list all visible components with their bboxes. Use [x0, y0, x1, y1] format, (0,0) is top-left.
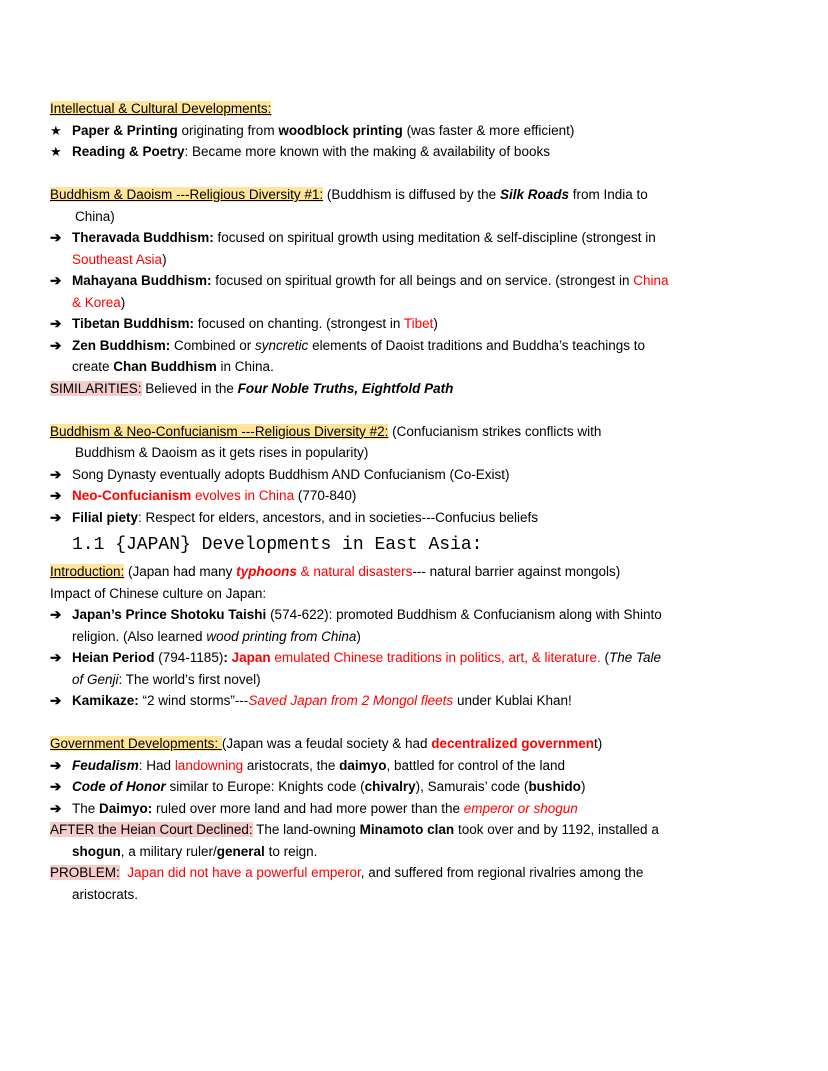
text-line [72, 464, 778, 486]
text-segment: took over and by 1192, installed a [454, 822, 659, 837]
arrow-bullet-icon: ➔ [50, 779, 62, 794]
text-segment: ) [356, 628, 361, 644]
text-segment: Japan [231, 650, 271, 665]
text-segment: Tibetan Buddhism: [72, 316, 195, 331]
text-line [72, 292, 778, 314]
text-segment: PROBLEM: [50, 865, 120, 880]
text-segment: emperor or shogun [463, 800, 578, 816]
blank-line [50, 399, 778, 421]
text-line [50, 378, 778, 400]
arrow-bullet-icon: ➔ [50, 509, 62, 525]
text-segment: (770-840) [294, 488, 357, 503]
text-line [50, 884, 778, 906]
arrow-bullet-icon: ➔ [50, 337, 62, 353]
text-segment: Theravada Buddhism: [72, 230, 214, 245]
text-line [72, 141, 778, 163]
text-segment: , and suffered from regional rivalries among the [360, 865, 644, 880]
text-segment: Combined or [170, 337, 256, 353]
text-segment: Buddhism & Neo-Confucianism ---Religious Diversity #2: [50, 423, 389, 439]
text-segment: ( [600, 650, 610, 665]
text-segment: Minamoto clan [359, 822, 455, 837]
text-segment: emulated Chinese traditions in politics, art, & literature. [270, 650, 601, 665]
arrow-bullet-icon: ➔ [50, 800, 62, 816]
text-segment: & Korea [72, 294, 121, 310]
text-segment: : Had [138, 757, 175, 773]
blank-line [50, 163, 778, 185]
bullet-item [50, 313, 778, 335]
text-segment: religion. (Also learned [72, 628, 207, 644]
text-segment: Buddhism & Daoism as it gets rises in popularity) [75, 445, 369, 460]
text-line [72, 270, 778, 292]
bullet-item [50, 755, 778, 777]
text-line [72, 604, 778, 626]
text-segment: landowning [174, 757, 244, 773]
text-line [72, 313, 778, 335]
text-line [72, 120, 778, 142]
text-segment: Code of Honor [72, 779, 166, 794]
arrow-bullet-icon: ➔ [50, 230, 62, 245]
text-line [50, 206, 778, 228]
text-segment: from India to [568, 187, 648, 202]
text-segment: bushido [528, 779, 581, 794]
text-segment: elements of Daoist traditions and Buddha’s teachings to [308, 337, 646, 353]
text-segment: create [72, 359, 114, 374]
text-line [72, 626, 778, 648]
text-segment: chivalry [364, 779, 416, 794]
arrow-bullet-icon: ➔ [50, 650, 62, 665]
text-segment: Chan Buddhism [113, 359, 217, 374]
text-segment: Kamikaze: [72, 693, 139, 708]
text-segment: ) [580, 779, 586, 794]
text-segment: decentralized governmen [431, 736, 595, 751]
text-segment: ruled over more land and had more power than the [152, 800, 464, 816]
text-segment: similar to Europe: Knights code ( [165, 779, 365, 794]
arrow-bullet-icon: ➔ [50, 693, 62, 708]
text-segment: syncretic [255, 337, 309, 353]
text-segment: Southeast Asia [72, 251, 163, 267]
text-line [72, 647, 778, 669]
text-segment: : Became more known with the making & availability of books [184, 144, 550, 159]
text-line [50, 561, 778, 583]
bullet-item [50, 604, 778, 647]
bullet-item [50, 464, 778, 486]
text-segment: evolves in China [191, 488, 295, 503]
text-segment: The [72, 800, 100, 816]
text-segment: shogun [72, 843, 121, 859]
text-segment: Japan’s Prince Shotoku Taishi [72, 607, 267, 622]
paragraph [50, 583, 778, 605]
text-line [72, 798, 778, 820]
highlighted-heading [50, 733, 778, 755]
text-line [50, 819, 778, 841]
text-segment: (Japan was a feudal society & had [221, 736, 432, 751]
text-segment: (was faster & more efficient) [402, 122, 575, 138]
highlighted-heading [50, 184, 778, 227]
text-segment: daimyo [339, 757, 387, 773]
text-segment: Zen Buddhism: [72, 337, 171, 353]
highlighted-heading [50, 98, 778, 120]
arrow-bullet-icon: ➔ [50, 757, 62, 773]
paragraph [50, 378, 778, 400]
text-segment: Feudalism [72, 757, 139, 773]
text-segment: aristocrats. [72, 886, 139, 902]
bullet-item [50, 227, 778, 270]
text-line [72, 356, 778, 378]
text-segment: t) [594, 736, 603, 751]
text-segment: & natural disasters [296, 564, 413, 579]
text-line [72, 669, 778, 691]
text-segment: --- natural barrier against mongols) [412, 564, 621, 579]
star-bullet-icon: ★ [50, 144, 62, 159]
text-segment: ) [162, 251, 167, 267]
text-segment: (Buddhism is diffused by the [323, 187, 500, 202]
text-line [50, 841, 778, 863]
text-segment: : [223, 650, 232, 665]
text-segment: Daimyo: [99, 800, 153, 816]
text-segment: aristocrats, the [243, 757, 340, 773]
text-segment: (794-1185) [154, 650, 224, 665]
text-segment: 1.1 {JAPAN} Developments in East Asia: [72, 535, 483, 555]
text-segment: , a military ruler/ [120, 843, 217, 859]
text-segment: China) [75, 208, 115, 224]
text-segment: general [216, 843, 265, 859]
text-segment: ) [433, 316, 438, 331]
text-segment: originating from [177, 122, 279, 138]
text-segment: Filial piety [72, 509, 139, 525]
highlighted-heading [50, 421, 778, 464]
text-segment: : The world’s first novel) [118, 671, 261, 687]
paragraph [50, 819, 778, 862]
text-segment: focused on spiritual growth for all beings and on service. (strongest in [211, 273, 634, 288]
text-segment: (Confucianism strikes conflicts with [388, 423, 602, 439]
text-line [72, 485, 778, 507]
text-segment: Introduction: [50, 564, 125, 579]
text-segment: AFTER the Heian Court Declined: [50, 822, 253, 837]
text-segment: Believed in the [141, 380, 238, 396]
text-segment: , battled for control of the land [386, 757, 566, 773]
text-line [50, 98, 778, 120]
text-segment: under Kublai Khan! [453, 693, 572, 708]
text-segment: Mahayana Buddhism: [72, 273, 212, 288]
section-title [50, 533, 778, 557]
text-segment: : Respect for elders, ancestors, and in societies---Confucius beliefs [138, 509, 538, 525]
bullet-item [50, 335, 778, 378]
text-line [72, 776, 778, 798]
text-line [72, 335, 778, 357]
text-line [72, 249, 778, 271]
arrow-bullet-icon: ➔ [50, 316, 62, 331]
text-segment: to reign. [264, 843, 318, 859]
text-segment: Impact of Chinese culture on Japan: [50, 585, 267, 601]
text-segment: Government Developments: [50, 736, 222, 751]
text-segment: Japan did not have a powerful emperor [127, 865, 361, 880]
text-segment: Four Noble Truths, Eightfold Path [237, 380, 454, 396]
text-segment: focused on spiritual growth using meditation & self-discipline (strongest in [213, 230, 656, 245]
text-line [72, 690, 778, 712]
bullet-item [50, 485, 778, 507]
bullet-item [50, 647, 778, 690]
text-segment: in China. [216, 359, 274, 374]
arrow-bullet-icon: ➔ [50, 607, 62, 622]
text-line [72, 507, 778, 529]
text-segment: (Japan had many [124, 564, 237, 579]
bullet-item [50, 120, 778, 142]
text-segment: woodblock printing [278, 122, 403, 138]
text-line [50, 421, 778, 443]
text-segment: ) [120, 294, 126, 310]
text-segment: Song Dynasty eventually adopts Buddhism AND Confucianism (Co-Exist) [72, 466, 510, 482]
bullet-item [50, 270, 778, 313]
bullet-item [50, 776, 778, 798]
text-segment: (574-622): promoted Buddhism & Confucianism along with Shinto [266, 607, 662, 622]
paragraph [50, 862, 778, 905]
text-segment: focused on chanting. (strongest in [194, 316, 404, 331]
text-line [72, 755, 778, 777]
text-segment: “2 wind storms”--- [138, 693, 249, 708]
text-segment: SIMILARITIES: [50, 380, 142, 396]
text-line [72, 227, 778, 249]
text-segment: Saved Japan from 2 Mongol fleets [248, 693, 454, 708]
paragraph [50, 561, 778, 583]
text-segment: The land-owning [252, 822, 360, 837]
text-line [72, 533, 778, 557]
arrow-bullet-icon: ➔ [50, 488, 62, 503]
text-line [50, 442, 778, 464]
bullet-item [50, 141, 778, 163]
text-segment: typhoons [236, 564, 297, 579]
text-segment: ), Samurais’ code ( [415, 779, 529, 794]
text-segment: The Tale [609, 650, 662, 665]
text-segment: Heian Period [72, 650, 155, 665]
text-segment: Paper & Printing [72, 122, 178, 138]
blank-line [50, 712, 778, 734]
bullet-item [50, 690, 778, 712]
text-line [50, 733, 778, 755]
text-segment: Buddhism & Daoism ---Religious Diversity #1: [50, 187, 324, 202]
arrow-bullet-icon: ➔ [50, 466, 62, 482]
text-line [50, 583, 778, 605]
text-segment: Tibet [403, 316, 434, 331]
bullet-item [50, 798, 778, 820]
text-segment: Reading & Poetry [72, 144, 185, 159]
text-segment: Neo-Confucianism [72, 488, 192, 503]
star-bullet-icon: ★ [50, 122, 62, 138]
arrow-bullet-icon: ➔ [50, 273, 62, 288]
text-segment: wood printing from China [206, 628, 357, 644]
text-segment: of Genji [72, 671, 119, 687]
bullet-item [50, 507, 778, 529]
text-line [50, 184, 778, 206]
text-segment: Intellectual & Cultural Developments: [50, 101, 272, 116]
text-segment: China [633, 273, 669, 288]
text-line [50, 862, 778, 884]
text-segment: Silk Roads [499, 187, 569, 202]
